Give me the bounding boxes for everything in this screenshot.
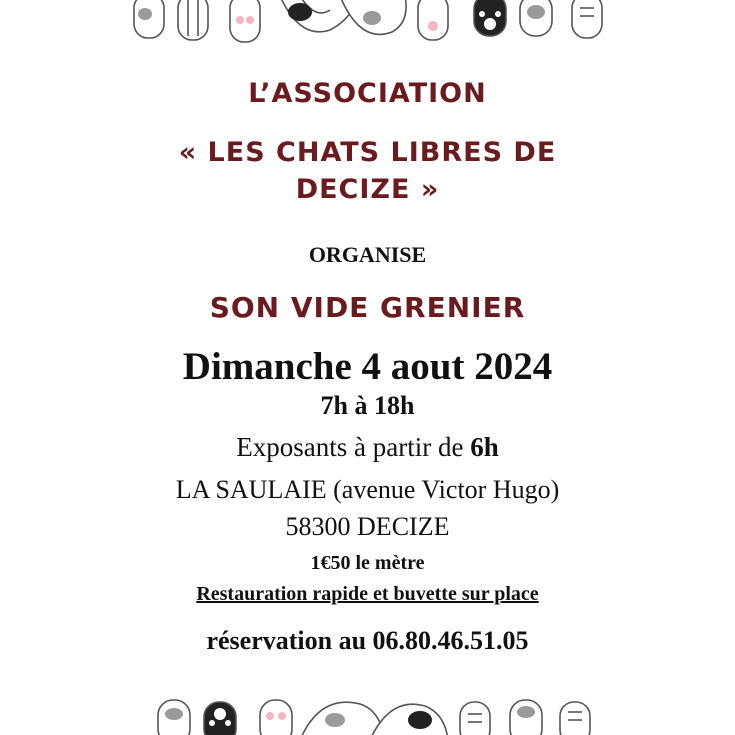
event-city: 58300 DECIZE bbox=[285, 512, 450, 541]
event-date: Dimanche 4 aout 2024 bbox=[182, 345, 553, 388]
event-title: SON VIDE GRENIER bbox=[209, 291, 526, 324]
food-info: Restauration rapide et buvette sur place bbox=[196, 583, 539, 605]
cat-paw-icon bbox=[474, 0, 506, 36]
event-place: LA SAULAIE (avenue Victor Hugo) bbox=[175, 475, 560, 504]
cat-paw-icon bbox=[460, 702, 490, 735]
association-label: L’ASSOCIATION bbox=[248, 78, 487, 109]
cat-paw-icon bbox=[204, 702, 236, 735]
exhibitors-info bbox=[0, 432, 735, 463]
cat-paw-icon bbox=[178, 0, 208, 40]
exhibitors-time: 6h bbox=[470, 432, 499, 462]
association-name-line2: DECIZE » bbox=[295, 174, 440, 205]
event-hours: 7h à 18h bbox=[320, 391, 415, 420]
cat-paw-icon bbox=[230, 0, 260, 42]
organise-text: ORGANISE bbox=[308, 242, 427, 267]
cat-paw-icon bbox=[520, 0, 552, 36]
curled-cats-icon bbox=[280, 0, 406, 34]
pitch-price: 1€50 le mètre bbox=[310, 552, 425, 574]
cat-paw-icon bbox=[158, 700, 190, 735]
bottom-cat-paws-illustration bbox=[0, 690, 735, 735]
cat-paw-icon bbox=[134, 0, 164, 38]
cat-paw-icon bbox=[572, 0, 602, 38]
cat-paw-icon bbox=[560, 702, 590, 735]
cat-paw-icon bbox=[510, 700, 542, 735]
exhibitors-prefix: Exposants à partir de bbox=[236, 432, 464, 462]
reservation-info: réservation au 06.80.46.51.05 bbox=[206, 626, 529, 655]
association-name-line1: « LES CHATS LIBRES DE bbox=[178, 137, 557, 168]
cat-paw-icon bbox=[260, 700, 292, 735]
top-cat-paws-illustration bbox=[0, 0, 735, 52]
curled-cats-icon bbox=[300, 702, 448, 735]
cat-paw-icon bbox=[418, 0, 448, 40]
